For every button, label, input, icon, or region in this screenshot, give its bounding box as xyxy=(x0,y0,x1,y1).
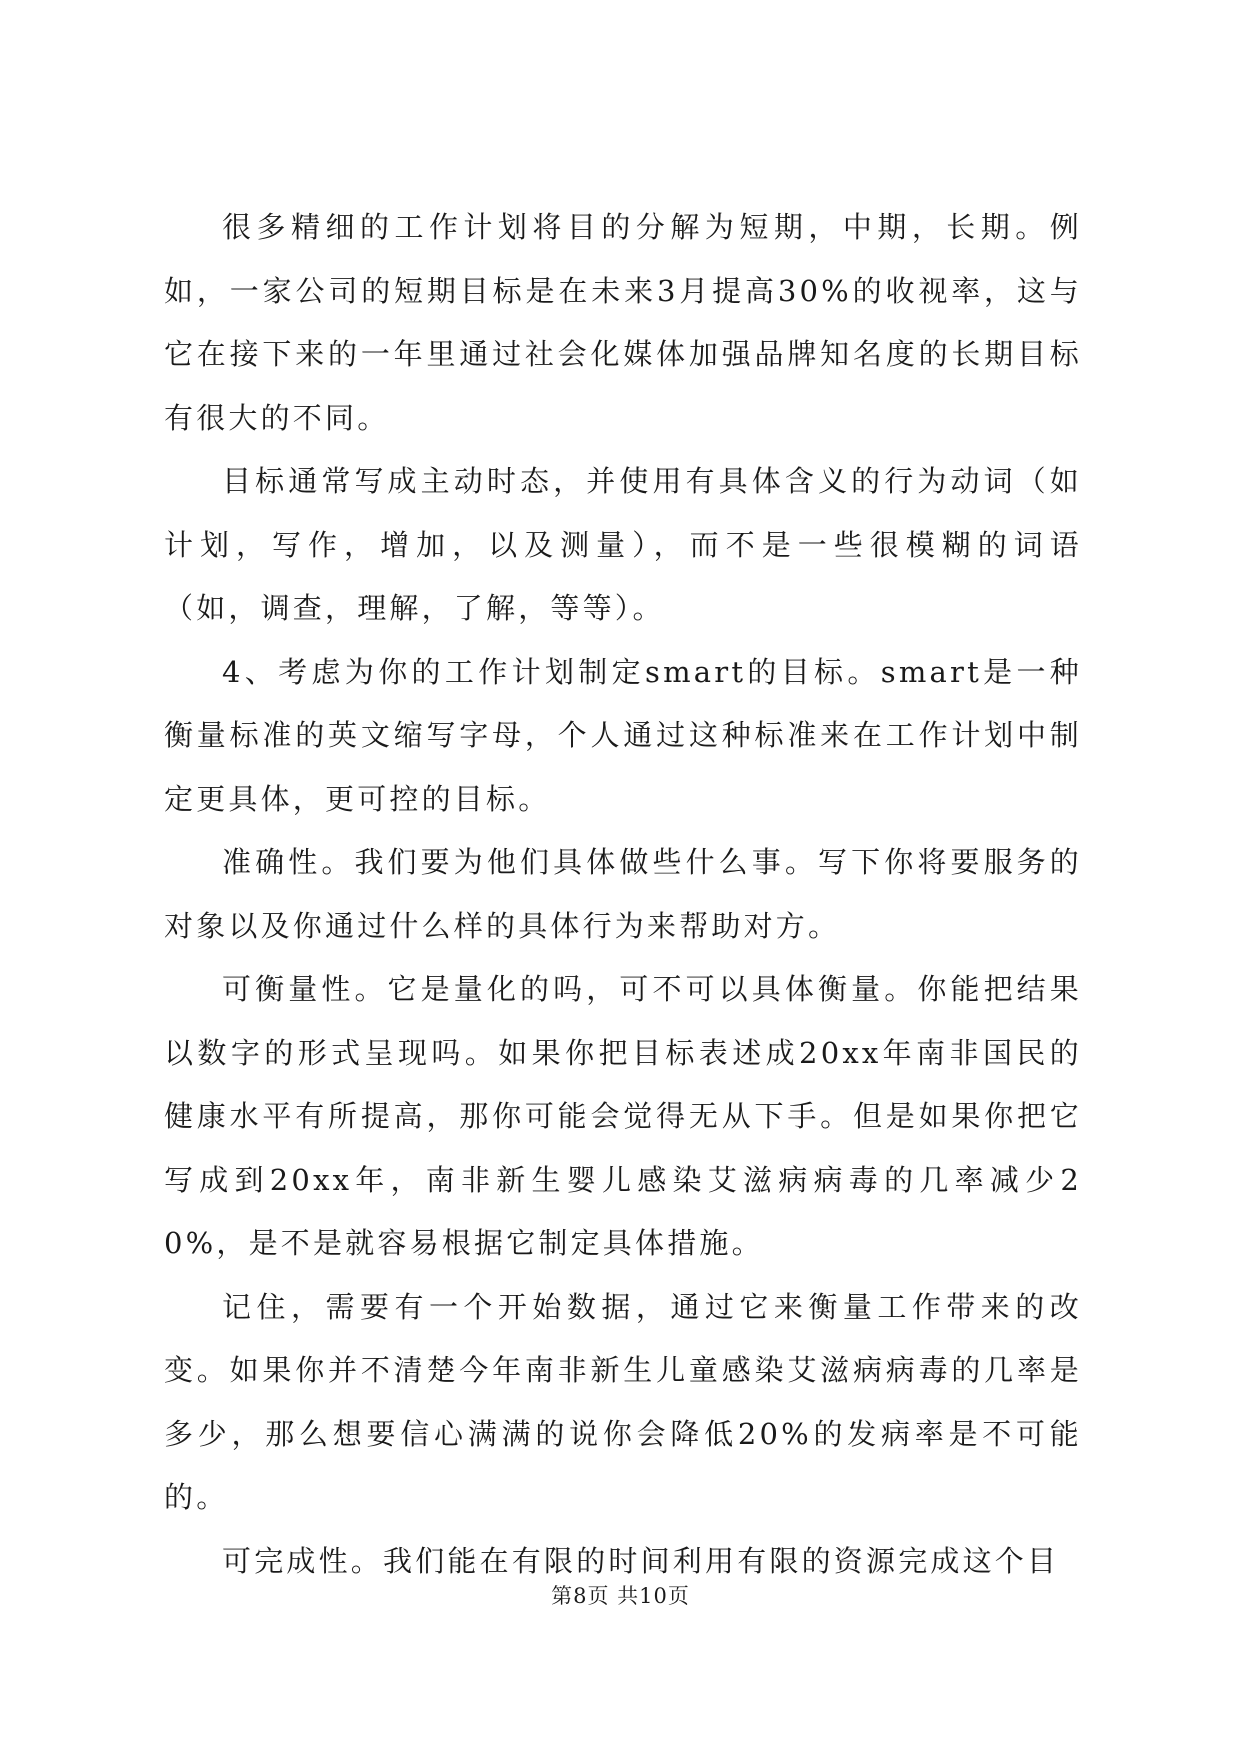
paragraph-smart-goals: 4、考虑为你的工作计划制定smart的目标。smart是一种衡量标准的英文缩写字母，个人通过这种标准来在工作计划中制定更具体，更可控的目标。 xyxy=(164,654,1082,816)
paragraph-specific: 准确性。我们要为他们具体做些什么事。写下你将要服务的对象以及你通过什么样的具体行为来帮助对方。 xyxy=(164,845,1082,943)
paragraph-achievable: 可完成性。我们能在有限的时间利用有限的资源完成这个目 xyxy=(222,1543,1060,1578)
paragraph-baseline-data: 记住，需要有一个开始数据，通过它来衡量工作带来的改变。如果你并不清楚今年南非新生儿童感染艾滋病病毒的几率是多少，那么想要信心满满的说你会降低20%的发病率是不可能的。 xyxy=(164,1289,1082,1514)
paragraph-short-long-term-goals: 很多精细的工作计划将目的分解为短期，中期，长期。例如，一家公司的短期目标是在未来3月提高30%的收视率，这与它在接下来的一年里通过社会化媒体加强品牌知名度的长期目标有很大的不同。 xyxy=(164,210,1082,435)
paragraph-active-voice-goals: 目标通常写成主动时态，并使用有具体含义的行为动词（如计划，写作，增加，以及测量），而不是一些很模糊的词语（如，调查，理解，了解，等等）。 xyxy=(164,464,1082,625)
paragraph-measurable: 可衡量性。它是量化的吗，可不可以具体衡量。你能把结果以数字的形式呈现吗。如果你把目标表述成20xx年南非国民的健康水平有所提高，那你可能会觉得无从下手。但是如果你把它写成到20xx年，南非新生婴儿感染艾滋病病毒的几率减少20%，是不是就容易根据它制定具体措施。 xyxy=(164,972,1082,1260)
document-body xyxy=(164,196,1082,1593)
page-footer: 第8页 共10页 xyxy=(551,1584,690,1608)
